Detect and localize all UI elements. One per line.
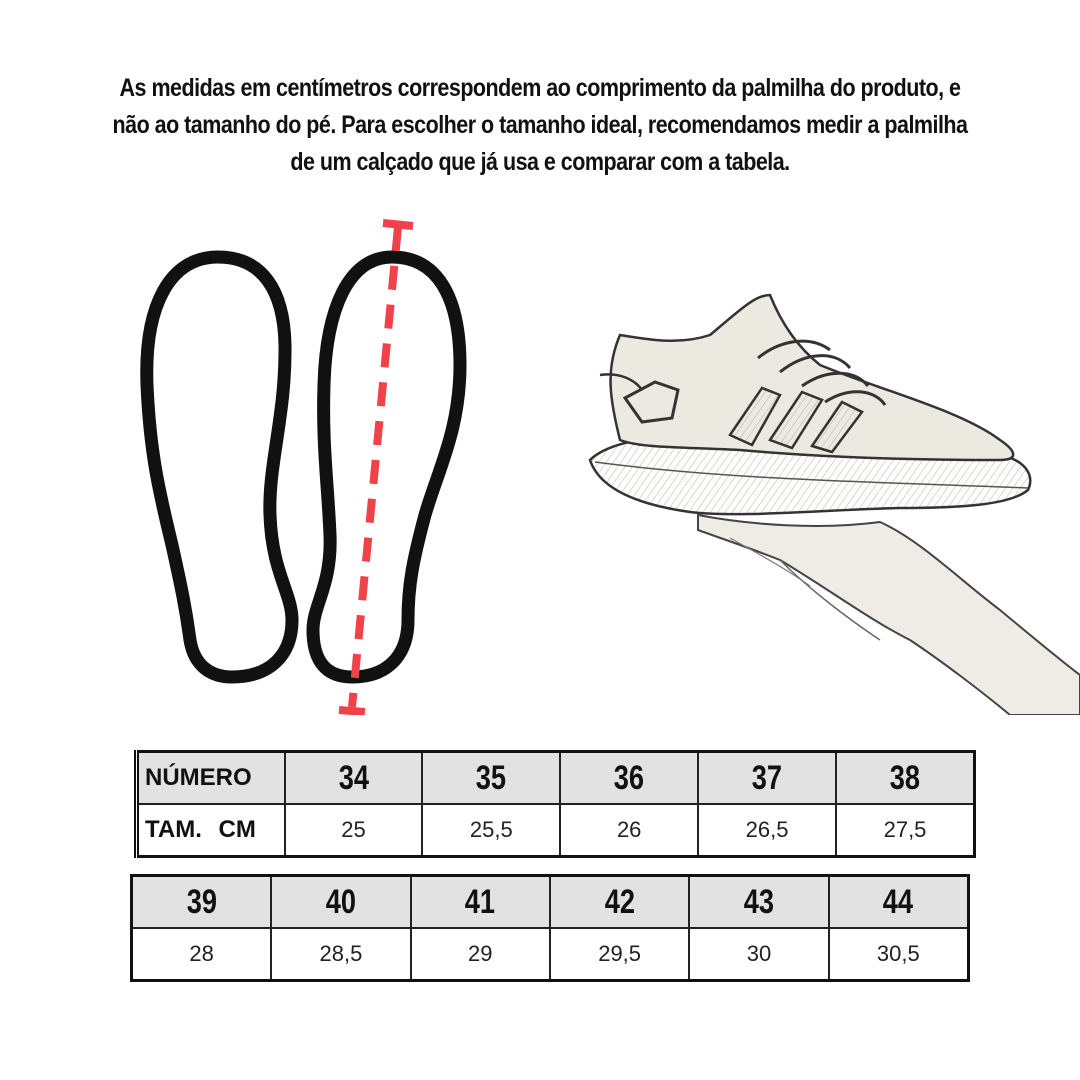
shoe-drawing	[590, 295, 1030, 514]
size-cell	[829, 876, 969, 929]
size-table-2	[130, 874, 970, 982]
size-cell	[550, 876, 689, 929]
size-cell	[285, 752, 423, 805]
measure-line	[352, 227, 398, 707]
cm-cell	[271, 928, 410, 981]
size-table-1	[134, 750, 976, 858]
size-value: 37	[751, 758, 783, 797]
cm-cell	[132, 928, 272, 981]
size-cell	[560, 752, 698, 805]
size-cell	[132, 876, 272, 929]
hand-drawing	[698, 515, 1080, 715]
size-value: 34	[338, 758, 369, 797]
table-row	[132, 876, 969, 929]
size-value: 42	[604, 882, 635, 921]
size-value: 44	[883, 882, 914, 921]
size-cell	[422, 752, 560, 805]
cm-value: 25,5	[469, 817, 513, 842]
cm-cell	[550, 928, 689, 981]
number-label: NÚMERO	[137, 752, 285, 805]
cm-cell	[560, 804, 698, 857]
size-cell	[689, 876, 828, 929]
cm-value: 26,5	[745, 817, 789, 842]
cm-value: 29,5	[598, 941, 642, 966]
cm-value: 28	[189, 941, 214, 966]
cm-cell	[285, 804, 423, 857]
sneaker-sketch	[580, 290, 1080, 715]
size-value: 38	[889, 758, 921, 797]
size-value: 43	[743, 882, 775, 921]
cm-value: 30,5	[876, 941, 920, 966]
size-value: 39	[186, 882, 217, 921]
cm-value: 25	[341, 817, 366, 842]
measure-end-top	[383, 223, 413, 226]
insole-diagram	[130, 215, 490, 715]
left-insole-outline	[147, 257, 292, 677]
cm-cell	[411, 928, 550, 981]
size-cell	[411, 876, 550, 929]
size-cell	[271, 876, 410, 929]
cm-label: TAM. CM	[137, 804, 285, 857]
intro-text: As medidas em centímetros correspondem ao comprimento da palmilha do produto, e não ao tamanho do pé. Para escolher o tamanho ideal, recomendamos medir a palmilha de um calçado que já usa e comparar com a tabela.	[112, 74, 968, 176]
cm-value: 26	[616, 817, 642, 842]
table-row	[132, 928, 969, 981]
cm-cell	[698, 804, 836, 857]
cm-cell	[689, 928, 828, 981]
cm-cell	[829, 928, 969, 981]
size-value: 35	[476, 758, 507, 797]
size-cell	[698, 752, 836, 805]
size-value: 36	[614, 758, 645, 797]
cm-value: 30	[746, 941, 772, 966]
cm-value: 29	[468, 941, 493, 966]
cm-value: 27,5	[883, 817, 927, 842]
measure-end-bottom	[339, 710, 365, 712]
table-row	[137, 804, 975, 857]
size-cell	[836, 752, 974, 805]
table-row	[137, 752, 975, 805]
cm-cell	[422, 804, 560, 857]
cm-cell	[836, 804, 974, 857]
cm-value: 28,5	[319, 941, 363, 966]
size-value: 41	[465, 882, 496, 921]
size-value: 40	[325, 882, 357, 921]
